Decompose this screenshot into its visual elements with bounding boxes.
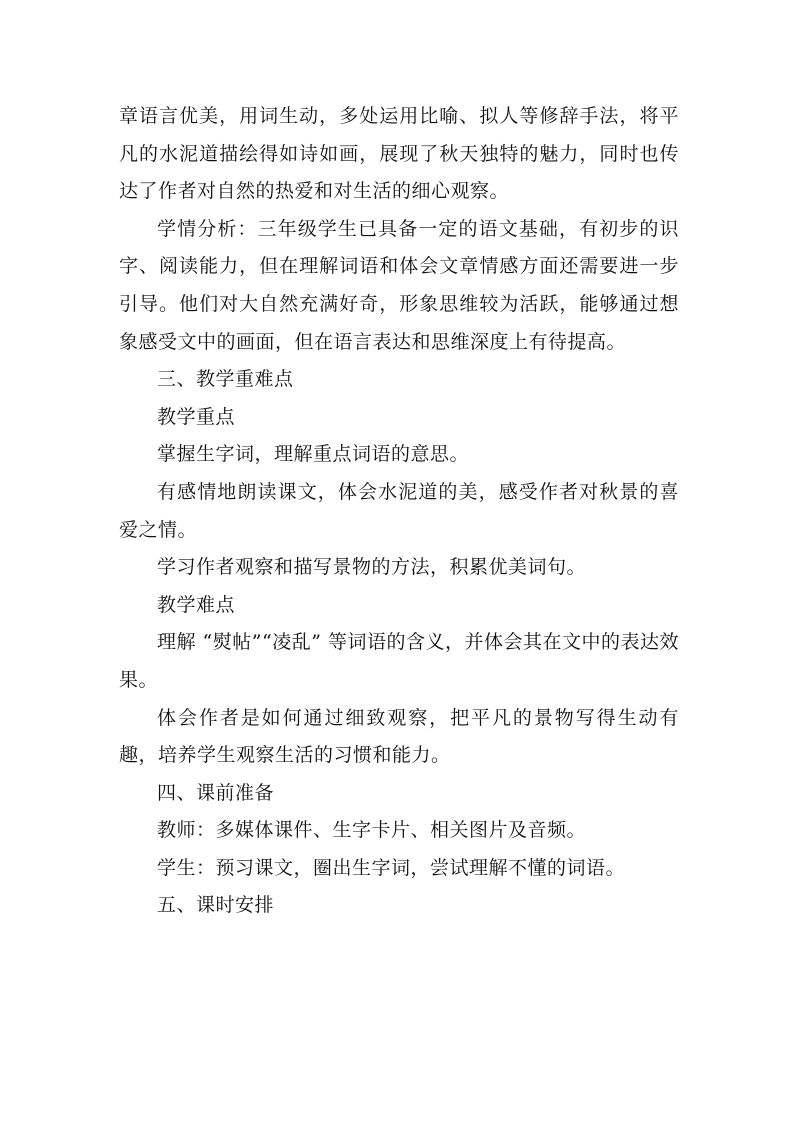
section-heading-teaching-focus: 三、教学重难点 [157,368,294,391]
document-body [119,98,679,925]
key-point-item: 掌握生字词，理解重点词语的意思。 [157,443,470,466]
difficult-point-item: 体会作者是如何通过细致观察，把平凡的景物写得生动有趣，培养学生观察生活的习惯和能力。 [119,706,679,767]
student-preparation: 学生：预习课文，圈出生字词，尝试理解不懂的词语。 [157,856,626,879]
difficult-point-item: 理解 “熨帖”“凌乱” 等词语的含义，并体会其在文中的表达效果。 [119,631,679,691]
section-heading-schedule: 五、课时安排 [157,894,275,917]
key-point-item: 有感情地朗读课文，体会水泥道的美，感受作者对秋景的喜爱之情。 [119,480,679,541]
key-point-item: 学习作者观察和描写景物的方法，积累优美词句。 [157,556,587,579]
paragraph-student-analysis: 学情分析：三年级学生已具备一定的语文基础，有初步的识字、阅读能力，但在理解词语和体会文章情感方面还需要进一步引导。他们对大自然充满好奇，形象思维较为活跃，能够通过想象感受文中的画面，但在语言表达和思维深度上有待提高。 [119,217,679,353]
section-heading-preparation: 四、课前准备 [157,781,275,804]
paragraph-analysis-continued: 章语言优美，用词生动，多处运用比喻、拟人等修辞手法，将平凡的水泥道描绘得如诗如画，展现了秋天独特的魅力，同时也传达了作者对自然的热爱和对生活的细心观察。 [119,105,679,203]
subheading-difficult-points: 教学难点 [157,593,236,616]
subheading-key-points: 教学重点 [157,405,236,428]
teacher-preparation: 教师：多媒体课件、生字卡片、相关图片及音频。 [157,819,587,842]
